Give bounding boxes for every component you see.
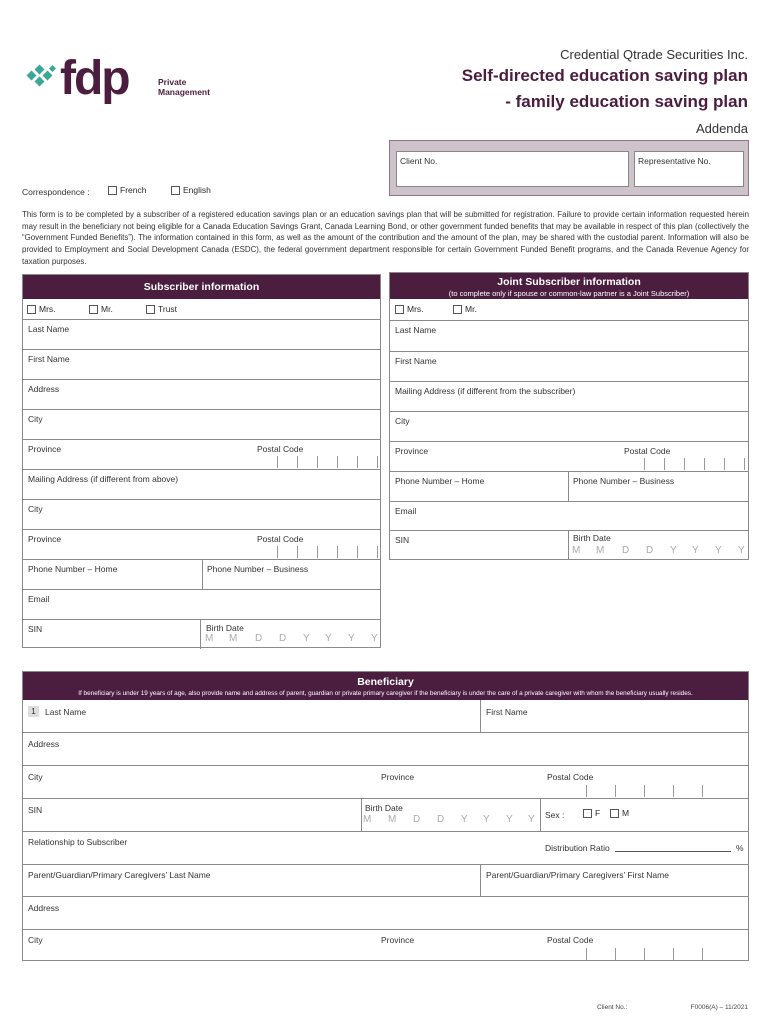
pg-first-name-label: Parent/Guardian/Primary Caregivers’ First Name [486,870,669,880]
french-checkbox[interactable] [108,186,117,195]
subscriber-mr[interactable] [89,304,113,314]
date-char: Y [461,814,468,825]
english-checkbox[interactable] [171,186,180,195]
subscriber-mr-label: Mr. [101,304,113,314]
col-divider [200,619,201,649]
client-box [389,140,749,196]
joint-mr[interactable] [453,304,477,314]
date-char: Y [325,633,332,644]
logo [22,52,222,120]
pg-postal-code-label: Postal Code [547,935,594,945]
subscriber-mrs-checkbox[interactable] [27,305,36,314]
rep-no-field[interactable] [634,151,744,187]
joint-last-name-field[interactable] [390,320,748,350]
joint-province-label: Province [395,446,429,456]
joint-mailing-address-field[interactable] [390,381,748,411]
postal-tick [615,785,616,797]
joint-header-bar [390,273,748,299]
joint-email-label: Email [395,506,417,516]
col-divider [540,798,541,831]
correspondence-french[interactable] [108,185,146,195]
subscriber-province-label: Province [28,444,62,454]
sex-f-checkbox[interactable] [583,809,592,818]
date-char: Y [670,545,677,556]
postal-tick [724,458,725,470]
subscriber-mailing-address-field[interactable] [23,469,380,499]
date-char: Y [715,545,722,556]
beneficiary-section [22,671,749,961]
subscriber-mr-checkbox[interactable] [89,305,98,314]
row-divider [23,864,748,865]
joint-postal-code-field[interactable] [624,458,744,471]
date-char: Y [738,545,745,556]
col-divider [480,700,481,732]
subscriber-sin-label: SIN [28,624,43,634]
sex-m[interactable] [610,808,629,818]
footer-form-code: F0006(A) – 11/2021 [690,1004,748,1011]
postal-tick [684,458,685,470]
subscriber-mrs[interactable] [27,304,56,314]
joint-postal-code-label: Postal Code [624,446,671,456]
correspondence-label: Correspondence : [22,187,90,197]
date-char: Y [528,814,535,825]
joint-last-name-label: Last Name [395,325,437,335]
postal-tick [337,456,338,468]
sex-m-checkbox[interactable] [610,809,619,818]
postal-tick [277,546,278,558]
subscriber-trust[interactable] [146,304,177,314]
date-char: D [255,633,263,644]
pg-last-name-label: Parent/Guardian/Primary Caregivers’ Last Name [28,870,211,880]
row-divider [23,831,748,832]
beneficiary-sex-label: Sex : [545,810,565,820]
date-char: Y [692,545,699,556]
beneficiary-first-name-label: First Name [486,707,528,717]
date-char: Y [483,814,490,825]
subscriber-section [22,274,381,648]
subscriber-email-field[interactable] [23,589,380,619]
col-divider [568,530,569,560]
postal-tick [357,546,358,558]
date-char: M [388,814,397,825]
postal-tick [702,785,703,797]
postal-tick [586,948,587,960]
row-divider [390,530,748,531]
row-divider [23,765,748,766]
postal-tick [644,458,645,470]
date-char: M [229,633,238,644]
subscriber-heading: Subscriber information [23,275,380,299]
date-char: Y [506,814,513,825]
form-title-line1: Self-directed education saving plan [461,66,748,85]
subscriber-trust-label: Trust [158,304,178,314]
joint-city-label: City [395,416,410,426]
correspondence-english[interactable] [171,185,211,195]
beneficiary-last-name-label: Last Name [45,707,87,717]
joint-subheading: (to complete only if spouse or common-law partner is a Joint Subscriber) [448,289,690,298]
joint-heading: Joint Subscriber information [497,276,641,288]
postal-tick [664,458,665,470]
subscriber-address-label: Address [28,384,60,394]
joint-mr-label: Mr. [465,304,477,314]
beneficiary-birth-date-label: Birth Date [365,803,403,813]
date-char: Y [303,633,310,644]
subscriber-postal-code2-label: Postal Code [257,534,304,544]
subscriber-address-field[interactable] [23,379,380,409]
subscriber-city2-label: City [28,504,43,514]
postal-tick [744,458,745,470]
row-divider [23,529,380,530]
subscriber-mailing-address-label: Mailing Address (if different from above) [28,474,179,484]
date-char: D [279,633,287,644]
company-name: Credential Qtrade Securities Inc. [560,47,748,62]
beneficiary-postal-code-field[interactable] [557,785,747,798]
joint-phone-home-label: Phone Number – Home [395,476,485,486]
col-divider [202,559,203,589]
postal-tick [297,456,298,468]
logo-diamonds-icon [22,64,58,94]
beneficiary-postal-code-label: Postal Code [547,772,594,782]
beneficiary-province-label: Province [381,772,415,782]
logo-sub-private: Private [158,77,187,87]
intro-paragraph: This form is to be completed by a subscriber of a registered education savings plan or an education savings plan that will be submitted for registration. Failure to provide certain information requested herein may result in the beneficiary not being eligible for a Canada Education Savings Grant, Canada Learning Bond, or other government funded benefits that may be available in respect of this plan (collectively the “Government Funded Benefits”). The information contained in this form, as well as the amount of the contribution and the amount of the plan, may be shared with the custodial parent. Information will also be provided to Employment and Social Development Canada (ESDC), the federal government department responsible for certain Government Funded Benefit programs, and the Canada Revenue Agency for taxation purposes. [22,210,749,266]
date-char: M [572,545,581,556]
joint-sin-label: SIN [395,535,410,545]
joint-phone-business-label: Phone Number – Business [573,476,675,486]
subscriber-trust-checkbox[interactable] [146,305,155,314]
beneficiary-birth-date-field[interactable] [363,813,541,829]
joint-mr-checkbox[interactable] [453,305,462,314]
form-subtitle: Addenda [695,121,748,136]
subscriber-first-name-label: First Name [28,354,70,364]
beneficiary-number: 1 [28,706,39,717]
pg-address-label: Address [28,903,60,913]
distribution-ratio-field[interactable] [615,851,731,852]
col-divider [361,798,362,831]
row-divider [390,471,748,472]
row-divider [23,929,748,930]
postal-tick [673,785,674,797]
joint-birth-date-label: Birth Date [573,533,611,543]
subscriber-birth-date-field[interactable] [202,632,382,648]
beneficiary-header-bar [23,672,748,700]
postal-tick [586,785,587,797]
english-label: English [183,185,211,195]
sex-m-label: M [622,808,630,818]
subscriber-province2-label: Province [28,534,62,544]
form-title-line2: - family education saving plan [505,92,748,111]
joint-first-name-field[interactable] [390,351,748,381]
subscriber-city-label: City [28,414,43,424]
postal-tick [317,546,318,558]
beneficiary-address-label: Address [28,739,60,749]
joint-mailing-address-label: Mailing Address (if different from the subscriber) [395,386,576,396]
footer-client-no: Client No.: [597,1004,628,1011]
postal-tick [673,948,674,960]
subscriber-city-field[interactable] [23,409,380,439]
date-char: D [622,545,630,556]
pg-postal-code-field[interactable] [557,948,747,961]
postal-tick [377,456,378,468]
date-char: M [363,814,372,825]
date-char: M [596,545,605,556]
col-divider [480,864,481,896]
sex-f[interactable] [583,808,600,818]
postal-tick [357,456,358,468]
pg-province-label: Province [381,935,415,945]
logo-wordmark: fdp [60,52,129,105]
subscriber-email-label: Email [28,594,50,604]
subscriber-phone-home-label: Phone Number – Home [28,564,118,574]
row-divider [23,619,380,620]
subscriber-postal-code-field[interactable] [257,456,377,469]
date-char: D [437,814,445,825]
percent-sign: % [736,843,744,853]
joint-mrs[interactable] [395,304,424,314]
postal-tick [317,456,318,468]
joint-city-field[interactable] [390,411,748,441]
client-no-field[interactable] [396,151,629,187]
date-char: Y [348,633,355,644]
row-divider [23,798,748,799]
distribution-ratio-label: Distribution Ratio [545,843,610,853]
joint-mrs-label: Mrs. [407,304,424,314]
postal-tick [644,948,645,960]
subscriber-postal-code2-field[interactable] [257,546,377,559]
beneficiary-relationship-label: Relationship to Subscriber [28,837,128,847]
subscriber-birth-date-label: Birth Date [206,623,244,633]
subscriber-postal-code-label: Postal Code [257,444,304,454]
joint-mrs-checkbox[interactable] [395,305,404,314]
joint-first-name-label: First Name [395,356,437,366]
postal-tick [337,546,338,558]
postal-tick [644,785,645,797]
pg-address-field[interactable] [23,896,748,929]
date-char: Y [371,633,378,644]
joint-birth-date-field[interactable] [570,544,750,560]
subscriber-last-name-field[interactable] [23,319,380,349]
subscriber-city2-field[interactable] [23,499,380,529]
postal-tick [297,546,298,558]
col-divider [568,471,569,501]
postal-tick [277,456,278,468]
row-divider [23,439,380,440]
joint-email-field[interactable] [390,501,748,530]
date-char: D [413,814,421,825]
rep-no-label: Representative No. [638,156,711,166]
beneficiary-address-field[interactable] [23,732,748,765]
beneficiary-heading: Beneficiary [357,676,414,688]
beneficiary-city-label: City [28,772,43,782]
row-divider [390,441,748,442]
sex-f-label: F [595,808,601,818]
french-label: French [120,185,147,195]
postal-tick [704,458,705,470]
logo-sub-management: Management [158,87,210,97]
joint-section [389,272,749,560]
client-no-label: Client No. [400,156,438,166]
subscriber-mrs-label: Mrs. [39,304,56,314]
subscriber-last-name-label: Last Name [28,324,70,334]
date-char: D [646,545,654,556]
beneficiary-sin-label: SIN [28,805,43,815]
beneficiary-note: If beneficiary is under 19 years of age, also provide name and address of parent, guardian or private primary caregiver if the beneficiary is under the care of a private caregiver with whom the beneficiary usually resides. [78,690,693,697]
pg-city-label: City [28,935,43,945]
subscriber-first-name-field[interactable] [23,349,380,379]
postal-tick [377,546,378,558]
postal-tick [615,948,616,960]
date-char: M [205,633,214,644]
subscriber-phone-business-label: Phone Number – Business [207,564,309,574]
postal-tick [702,948,703,960]
